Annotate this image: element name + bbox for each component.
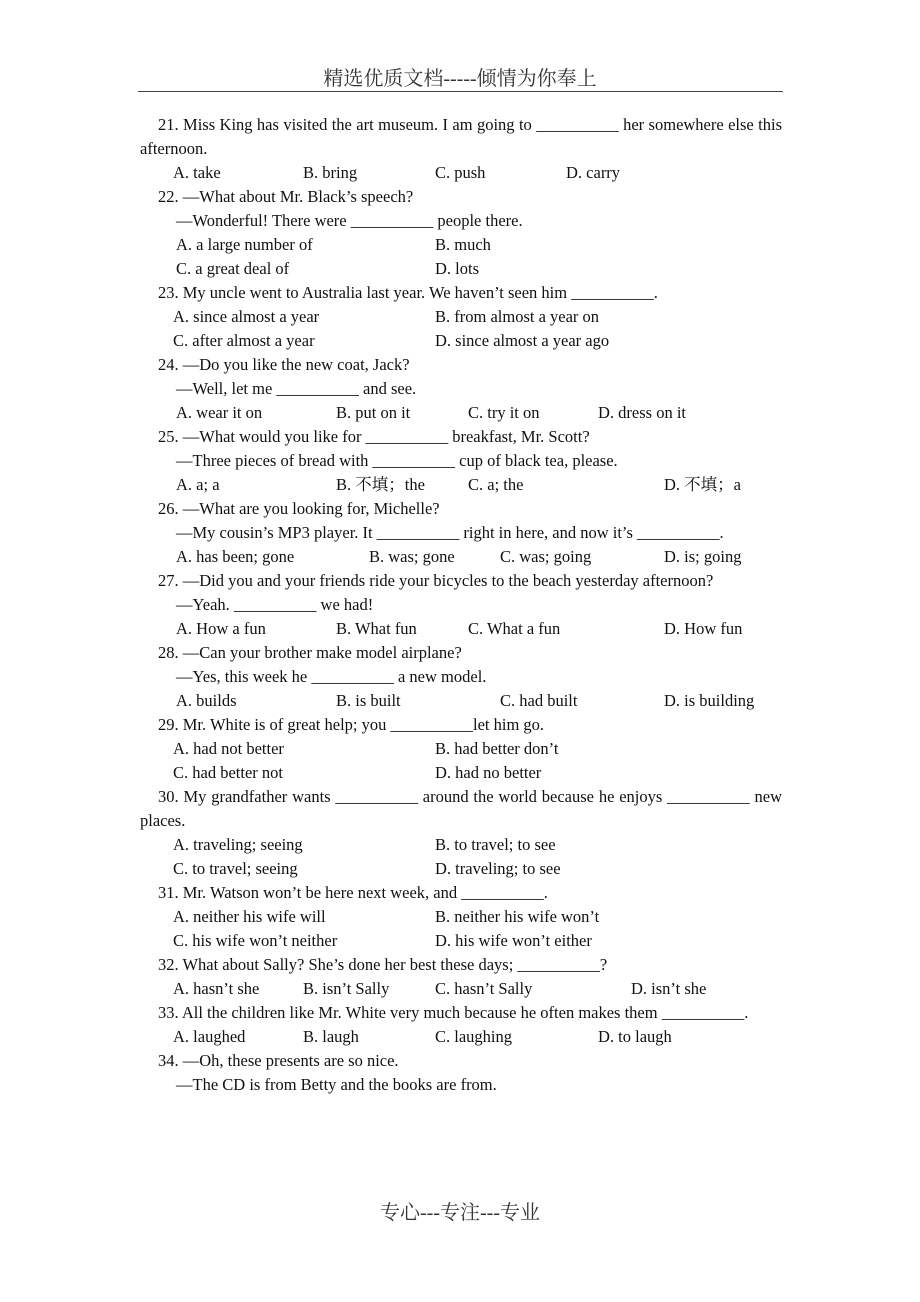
question-23: [140, 281, 782, 353]
options-row: [140, 1025, 782, 1049]
option-d: D. is building: [664, 691, 755, 710]
question-stem: 21. Miss King has visited the art museum. I am going to __________ her somewhere else this afternoon.: [140, 115, 782, 158]
option-a: A. a; a: [176, 475, 220, 494]
option-a: A. hasn’t she: [173, 979, 260, 998]
question-stem: 24. —Do you like the new coat, Jack?: [158, 355, 410, 374]
question-stem: 28. —Can your brother make model airplane?: [158, 643, 462, 662]
option-c: C. after almost a year: [173, 331, 315, 350]
question-34: [140, 1049, 782, 1097]
option-c: C. had built: [500, 691, 578, 710]
option-c: C. push: [435, 163, 486, 182]
option-b: B. neither his wife won’t: [435, 907, 600, 926]
option-c: C. What a fun: [468, 619, 561, 638]
option-d: D. isn’t she: [631, 979, 707, 998]
option-a: A. traveling; seeing: [173, 835, 303, 854]
question-31: [140, 881, 782, 953]
option-b: B. is built: [336, 691, 401, 710]
option-b: B. put on it: [336, 403, 411, 422]
question-stem: 22. —What about Mr. Black’s speech?: [158, 187, 414, 206]
question-reply: —Three pieces of bread with __________ cup of black tea, please.: [176, 451, 618, 470]
question-stem: 32. What about Sally? She’s done her best these days; __________?: [158, 955, 608, 974]
options-row: [140, 401, 782, 425]
question-stem: 33. All the children like Mr. White very much because he often makes them __________.: [158, 1003, 749, 1022]
option-d: D. dress on it: [598, 403, 686, 422]
option-d: D. had no better: [435, 763, 542, 782]
option-d: D. How fun: [664, 619, 743, 638]
options-row: [140, 833, 782, 857]
question-stem: 27. —Did you and your friends ride your bicycles to the beach yesterday afternoon?: [158, 571, 714, 590]
option-b: B. had better don’t: [435, 739, 559, 758]
option-c: C. was; going: [500, 547, 592, 566]
option-d: D. to laugh: [598, 1027, 672, 1046]
option-b: B. much: [435, 235, 491, 254]
option-a: A. wear it on: [176, 403, 263, 422]
option-c: C. hasn’t Sally: [435, 979, 533, 998]
question-29: [140, 713, 782, 785]
options-row: [140, 473, 782, 497]
options-row: [140, 617, 782, 641]
question-33: [140, 1001, 782, 1049]
options-row: [140, 161, 782, 185]
option-b: B. 不填；the: [336, 475, 425, 494]
question-reply: —Wonderful! There were __________ people there.: [176, 211, 523, 230]
question-stem: 29. Mr. White is of great help; you __________let him go.: [158, 715, 545, 734]
option-a: A. a large number of: [176, 235, 313, 254]
option-d: D. lots: [435, 259, 480, 278]
question-27: [140, 569, 782, 641]
options-row: [140, 257, 782, 281]
question-stem: 26. —What are you looking for, Michelle?: [158, 499, 440, 518]
question-stem: 34. —Oh, these presents are so nice.: [158, 1051, 399, 1070]
option-a: A. neither his wife will: [173, 907, 326, 926]
option-a: A. had not better: [173, 739, 284, 758]
question-reply: —Well, let me __________ and see.: [176, 379, 417, 398]
option-a: A. has been; gone: [176, 547, 295, 566]
question-reply: —The CD is from Betty and the books are from.: [176, 1075, 497, 1094]
options-row: [140, 305, 782, 329]
option-b: B. isn’t Sally: [303, 979, 390, 998]
option-b: B. was; gone: [369, 547, 455, 566]
option-d: D. carry: [566, 163, 621, 182]
option-c: C. laughing: [435, 1027, 512, 1046]
option-c: C. try it on: [468, 403, 540, 422]
option-b: B. bring: [303, 163, 358, 182]
question-24: [140, 353, 782, 425]
question-21: [140, 113, 782, 185]
option-a: A. take: [173, 163, 221, 182]
options-row: [140, 929, 782, 953]
options-row: [140, 857, 782, 881]
option-a: A. laughed: [173, 1027, 246, 1046]
option-b: B. What fun: [336, 619, 417, 638]
options-row: [140, 329, 782, 353]
option-b: B. to travel; to see: [435, 835, 556, 854]
options-row: [140, 545, 782, 569]
question-reply: —Yeah. __________ we had!: [176, 595, 374, 614]
question-stem: 25. —What would you like for __________ breakfast, Mr. Scott?: [158, 427, 590, 446]
option-a: A. builds: [176, 691, 237, 710]
question-32: [140, 953, 782, 1001]
option-a: A. How a fun: [176, 619, 266, 638]
option-c: C. a; the: [468, 475, 524, 494]
option-d: D. since almost a year ago: [435, 331, 610, 350]
option-d: D. is; going: [664, 547, 742, 566]
option-d: D. 不填；a: [664, 475, 741, 494]
question-stem: 31. Mr. Watson won’t be here next week, and __________.: [158, 883, 548, 902]
options-row: [140, 233, 782, 257]
option-c: C. a great deal of: [176, 259, 290, 278]
option-b: B. laugh: [303, 1027, 359, 1046]
option-d: D. his wife won’t either: [435, 931, 592, 950]
page-footer: 专心---专注---专业: [380, 1202, 540, 1224]
option-b: B. from almost a year on: [435, 307, 600, 326]
question-reply: —Yes, this week he __________ a new model.: [176, 667, 487, 686]
question-22: [140, 185, 782, 281]
question-25: [140, 425, 782, 497]
options-row: [140, 905, 782, 929]
header-rule: [138, 91, 783, 92]
question-30: [140, 785, 782, 881]
option-d: D. traveling; to see: [435, 859, 561, 878]
option-a: A. since almost a year: [173, 307, 320, 326]
question-list: [140, 113, 782, 1097]
page-header: 精选优质文档-----倾情为你奉上: [323, 68, 597, 90]
question-stem: 23. My uncle went to Australia last year. We haven’t seen him __________.: [158, 283, 658, 302]
question-28: [140, 641, 782, 713]
options-row: [140, 689, 782, 713]
options-row: [140, 761, 782, 785]
question-stem: 30. My grandfather wants __________ around the world because he enjoys __________ new places.: [140, 787, 782, 830]
options-row: [140, 977, 782, 1001]
option-c: C. had better not: [173, 763, 283, 782]
options-row: [140, 737, 782, 761]
option-c: C. his wife won’t neither: [173, 931, 338, 950]
question-26: [140, 497, 782, 569]
question-reply: —My cousin’s MP3 player. It __________ right in here, and now it’s __________.: [176, 523, 724, 542]
option-c: C. to travel; seeing: [173, 859, 298, 878]
